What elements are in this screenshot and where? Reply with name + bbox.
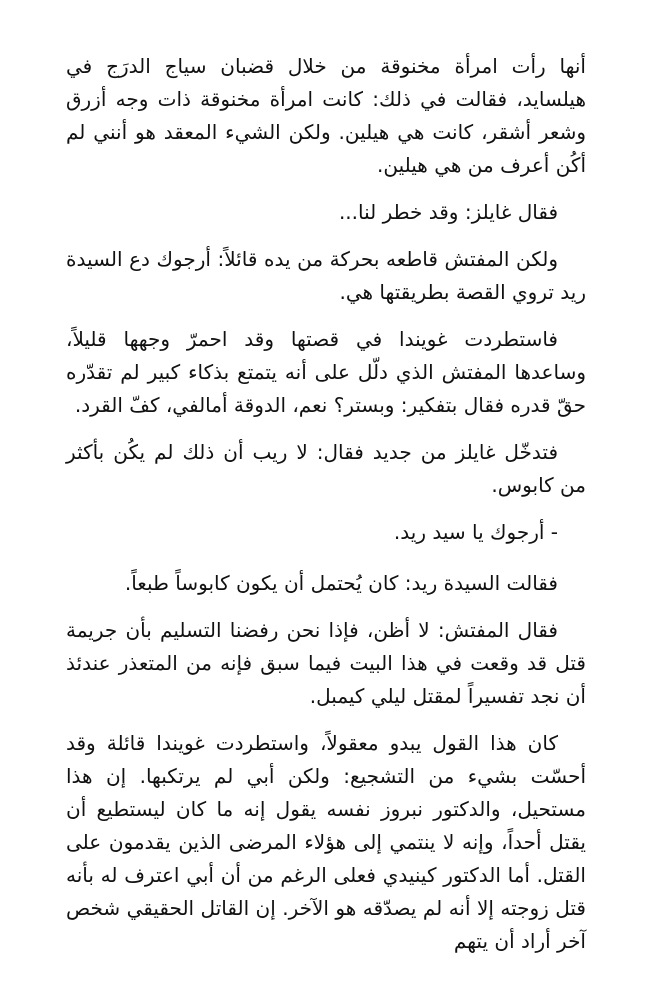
paragraph-inspector-request: ولكن المفتش قاطعه بحركة من يده قائلاً: أرجوك دع السيدة ريد تروي القصة بطريقتها هي. xyxy=(66,247,586,304)
paragraph-gwenda-continues: فاستطردت غويندا في قصتها وقد احمرّ وجهها قليلاً، وساعدها المفتش الذي دلّل على أنه يتمتع بذكاء كبير لم تقدّره حقّ قدره فقال بتفكير: وبستر؟ نعم، الدوقة أمالفي، كفّ القرد. xyxy=(66,327,586,417)
paragraph-gwenda-father: كان هذا القول يبدو معقولاً، واستطردت غويندا قائلة وقد أحسّت بشيء من التشجيع: ولكن أبي لم يرتكبها. إن هذا مستحيل، والدكتور نبروز نفسه يقول إنه ما كان ليستطيع أن يقتل أحداً، وإنه لا ينتمي إلى هؤلاء المرضى الذين يقدمون على القتل. أما الدكتور كينيدي فعلى الرغم من أن أبي اعترف له بأنه قتل زوجته إلا أنه لم يصدّقه هو الآخر. إن القاتل الحقيقي شخص آخر أراد أن يتهم xyxy=(66,731,586,953)
paragraph-helen-memory: أنها رأت امرأة مخنوقة من خلال قضبان سياج الدرَج في هيلسايد، فقالت في ذلك: كانت امرأة مخنوقة ذات وجه أزرق وشعر أشقر، كانت هي هيلين. ولكن الشيء المعقد هو أنني لم أكُن أعرف من هي هيلين. xyxy=(66,54,586,177)
paragraph-please-mr-reed: - أرجوك يا سيد ريد. xyxy=(393,520,558,544)
paragraph-inspector-theory: فقال المفتش: لا أظن، فإذا نحن رفضنا التسليم بأن جريمة قتل قد وقعت في هذا البيت فيما سبق فإنه من المتعذر عندئذ أن نجد تفسيراً لمقتل ليلي كيمبل. xyxy=(66,618,586,708)
paragraph-nightmare-remark: فتدخّل غايلز من جديد فقال: لا ريب أن ذلك لم يكُن بأكثر من كابوس. xyxy=(66,440,586,497)
book-page xyxy=(66,50,586,972)
paragraph-giles-interrupts: فقال غايلز: وقد خطر لنا... xyxy=(338,200,558,224)
paragraph-mrs-reed-reply: فقالت السيدة ريد: كان يُحتمل أن يكون كابوساً طبعاً. xyxy=(124,571,558,595)
